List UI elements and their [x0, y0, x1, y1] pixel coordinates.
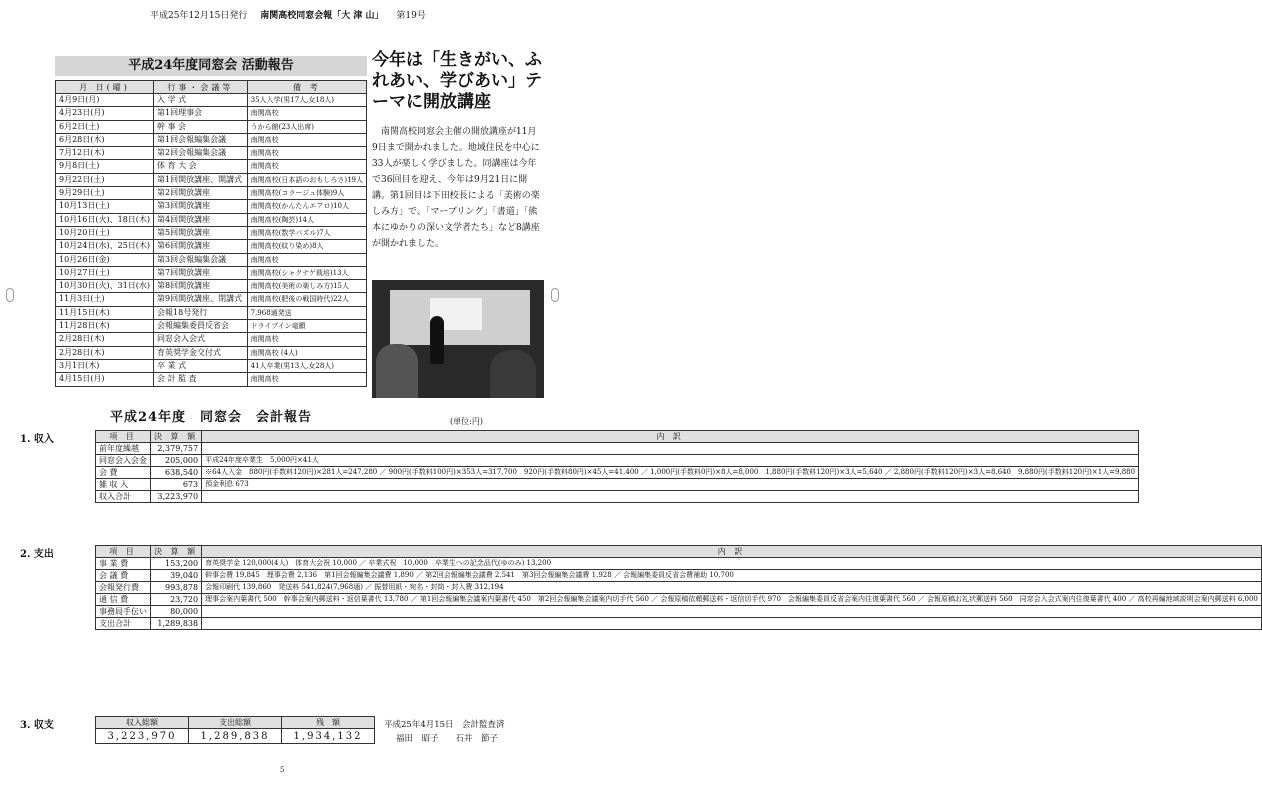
activity-row-cell: 第1回理事会	[154, 107, 248, 120]
unit-note: (単位:円)	[450, 417, 483, 426]
paper-title: 南関高校同窓会報「大 津 山」	[260, 11, 384, 21]
activity-row-cell: 第2回開放講座	[154, 187, 248, 200]
activity-row-cell: 11月3日(土)	[56, 293, 154, 306]
activity-row-cell: 第1回会報編集会議	[154, 133, 248, 146]
lecture-photo	[372, 280, 544, 398]
income-total: 3,223,970	[96, 729, 189, 744]
page-header	[150, 8, 436, 21]
income-row-cell: 638,540	[151, 467, 202, 479]
income-rows	[96, 443, 1139, 503]
activity-row-cell: 南関高校(数学パズル)7人	[247, 226, 366, 239]
binding-hole	[6, 288, 14, 302]
activity-row-cell: 南関高校	[247, 253, 366, 266]
activity-row-cell: 2月28日(木)	[56, 333, 154, 346]
income-row-cell: 収入合計	[96, 491, 151, 503]
binding-hole	[551, 288, 559, 302]
activity-row-cell: 4月15日(月)	[56, 373, 154, 386]
expense-row	[96, 582, 1262, 594]
activity-row-cell: 南関高校(美術の楽しみ方)15人	[247, 280, 366, 293]
activity-row-cell: 南関高校	[247, 160, 366, 173]
expense-row-cell: 育英奨学金 120,000(4人) 体育大会祝 10,000 ／ 卒業式祝 10,000 卒業生への記念品代(ゆのみ) 13,200	[202, 558, 1262, 570]
activity-row-cell: 6月2日(土)	[56, 120, 154, 133]
activity-row-cell: 南関高校(シャクナゲ栽培)13人	[247, 266, 366, 279]
activity-row-cell: 第1回開放講座、開講式	[154, 173, 248, 186]
activity-row-cell: 10月27日(土)	[56, 266, 154, 279]
column-header: 支出総額	[189, 717, 282, 729]
expense-row	[96, 618, 1262, 630]
activity-row	[56, 120, 367, 133]
activity-row-cell: 9月8日(土)	[56, 160, 154, 173]
expense-row-cell: 153,200	[151, 558, 202, 570]
column-header: 備 考	[247, 81, 366, 94]
expense-row-cell: 会 議 費	[96, 570, 151, 582]
activity-row	[56, 293, 367, 306]
income-row-cell: 雑 収 入	[96, 479, 151, 491]
expense-row-cell: 理事会案内葉書代 500 幹事会案内郵送料・返信葉書代 13,780 ／ 第1回会報編集会議案内葉書代 450 第2回会報編集会議案内切手代 560 ／ 会報原稿依頼郵送料・返信切手代 970 会報編集委員反省会案内往復葉書代 560 ／ 会報原稿お礼状郵送料 560 同窓会入会式案内往復葉書代 400 ／ 高校再編地域説明会案内郵送料 6,000	[202, 594, 1262, 606]
activity-row-cell: うから館(23人出席)	[247, 120, 366, 133]
expense-row-cell: 1,289,838	[151, 618, 202, 630]
income-row-cell: 673	[151, 479, 202, 491]
activity-row-cell: 南関高校	[247, 133, 366, 146]
expense-row-cell: 幹事会費 19,845 理事会費 2,136 第1回会報編集会議費 1,890 ／ 第2回会報編集会議費 2,541 第3回会報編集会議費 1,928 ／ 会報編集委員反省会費補助 10,700	[202, 570, 1262, 582]
income-row	[96, 455, 1139, 467]
activity-row	[56, 200, 367, 213]
income-row	[96, 491, 1139, 503]
page-number: 5	[280, 766, 285, 774]
income-row	[96, 443, 1139, 455]
activity-row-cell: 幹 事 会	[154, 120, 248, 133]
activity-row	[56, 266, 367, 279]
activity-row-cell: 第3回会報編集会議	[154, 253, 248, 266]
audit-date: 平成25年4月15日 会計監査済	[384, 720, 505, 730]
column-header: 項 目	[96, 546, 151, 558]
column-header: 収入総額	[96, 717, 189, 729]
audience-figure	[490, 350, 536, 398]
activity-row-cell: 南関高校(肥後の戦国時代)22人	[247, 293, 366, 306]
income-row-cell: 3,223,970	[151, 491, 202, 503]
expense-row-cell: 23,720	[151, 594, 202, 606]
column-header: 決 算 額	[151, 546, 202, 558]
audience-figure	[376, 344, 418, 398]
activity-row	[56, 187, 367, 200]
expense-row-cell: 通 信 費	[96, 594, 151, 606]
expense-row-cell: 80,000	[151, 606, 202, 618]
expense-table	[95, 545, 1262, 630]
income-row-cell: 205,000	[151, 455, 202, 467]
activity-row	[56, 173, 367, 186]
activity-row-cell: 4月9日(月)	[56, 94, 154, 107]
activity-row-cell: 第6回開放講座	[154, 240, 248, 253]
income-row-cell: 前年度繰越	[96, 443, 151, 455]
activity-row-cell: 入 学 式	[154, 94, 248, 107]
expense-total: 1,289,838	[189, 729, 282, 744]
activity-row	[56, 346, 367, 359]
expense-row-cell	[202, 606, 1262, 618]
expense-row-cell: 事務局手伝い	[96, 606, 151, 618]
activity-row	[56, 147, 367, 160]
income-row-cell: 同窓会入会金	[96, 455, 151, 467]
income-row	[96, 467, 1139, 479]
activity-row-cell: 南関高校 (4人)	[247, 346, 366, 359]
audit-signature	[384, 718, 505, 746]
activity-row-cell: 南関高校	[247, 147, 366, 160]
issue-number: 第19号	[396, 11, 426, 21]
auditor-names: 福田 昭子 石井 節子	[396, 734, 499, 744]
income-row-cell	[202, 491, 1139, 503]
activity-row	[56, 306, 367, 319]
activity-row	[56, 94, 367, 107]
activity-row-cell: 35人入学(男17人,女18人)	[247, 94, 366, 107]
activity-row-cell: 同窓会入会式	[154, 333, 248, 346]
activity-row	[56, 213, 367, 226]
expense-row-cell: 993,878	[151, 582, 202, 594]
activity-row-cell: 第3回開放講座	[154, 200, 248, 213]
accounts-report-title: 平成24年度 同窓会 会計報告	[109, 410, 313, 425]
column-header: 内 訳	[202, 546, 1262, 558]
article-headline: 今年は「生きがい、ふれあい、学びあい」テーマに開放講座	[372, 50, 542, 112]
expense-row-cell: 会報印刷代 139,860 発送料 541,824(7,968通) ／ 振替用紙・宛名・封筒・封入費 312,194	[202, 582, 1262, 594]
issue-date: 平成25年12月15日発行	[150, 11, 248, 21]
activity-row-cell: 10月26日(金)	[56, 253, 154, 266]
activity-row-cell: 南関高校(かんたんエアロ)10人	[247, 200, 366, 213]
activity-row-cell: 卒 業 式	[154, 359, 248, 372]
remaining-balance: 1,934,132	[282, 729, 375, 744]
activity-row-cell: 11月28日(木)	[56, 320, 154, 333]
column-header: 内 訳	[202, 431, 1139, 443]
activity-row-cell: 第8回開放講座	[154, 280, 248, 293]
activity-row-cell: 10月30日(火)、31日(水)	[56, 280, 154, 293]
activity-row	[56, 253, 367, 266]
income-row-cell: ※64人入金 880円(手数料120円)×281人=247,280 ／ 900円(手数料100円)×353人=317,700 920円(手数料80円)×45人=41,400 ／ 1,000円(手数料0円)×8人=8,000 1,880円(手数料120円)×3人=5,640 ／ 2,880円(手数料120円)×3人=8,640 9,880円(手数料120円)×1人=9,880	[202, 467, 1139, 479]
activity-row-cell: 41人卒業(男13人,女28人)	[247, 359, 366, 372]
expense-row-cell: 事 業 費	[96, 558, 151, 570]
activity-row	[56, 160, 367, 173]
activity-row-cell: 南関高校	[247, 107, 366, 120]
expense-rows	[96, 558, 1262, 630]
lecturer-figure	[430, 316, 444, 364]
activity-row-cell: 10月13日(土)	[56, 200, 154, 213]
expense-row-cell	[202, 618, 1262, 630]
activity-table	[55, 80, 367, 387]
activity-row-cell: 7月12日(木)	[56, 147, 154, 160]
activity-row-cell: 会 計 監 査	[154, 373, 248, 386]
activity-row-cell: 9月22日(土)	[56, 173, 154, 186]
activity-row-cell: 3月1日(木)	[56, 359, 154, 372]
activity-row-cell: 第5回開放講座	[154, 226, 248, 239]
activity-row-cell: 育英奨学金交付式	[154, 346, 248, 359]
balance-label: 3. 収支	[20, 720, 54, 731]
activity-row	[56, 107, 367, 120]
activity-row	[56, 333, 367, 346]
activity-row-cell: 南関高校	[247, 333, 366, 346]
activity-row-cell: 南関高校	[247, 373, 366, 386]
activity-row-cell: 10月20日(土)	[56, 226, 154, 239]
activity-row-cell: 体 育 大 会	[154, 160, 248, 173]
activity-row-cell: 6月28日(木)	[56, 133, 154, 146]
expense-row	[96, 558, 1262, 570]
expense-row	[96, 570, 1262, 582]
activity-report-title: 平成24年度同窓会 活動報告	[55, 56, 367, 76]
expense-label: 2. 支出	[20, 549, 54, 560]
activity-row-cell: 第7回開放講座	[154, 266, 248, 279]
expense-row-cell: 39,040	[151, 570, 202, 582]
activity-row-cell: 10月24日(水)、25日(木)	[56, 240, 154, 253]
activity-row-cell: 南関高校(コラージュ体験)9人	[247, 187, 366, 200]
income-row	[96, 479, 1139, 491]
activity-row-cell: 11月15日(木)	[56, 306, 154, 319]
activity-row-cell: 会報編集委員反省会	[154, 320, 248, 333]
income-label: 1. 収入	[20, 434, 54, 445]
activity-row	[56, 373, 367, 386]
activity-row	[56, 359, 367, 372]
article-body: 南関高校同窓会主催の開放講座が11月9日まで開かれました。地域住民を中心に33人が楽しく学びました。同講座は今年で36回目を迎え、今年は9月21日に開講。第1回目は下田校長による「美術の楽しみ方」で、「マーブリング」「書道」「熊本にゆかりの深い文学者たち」など8講座が開かれました。	[372, 127, 540, 249]
activity-row-cell: 10月16日(火)、18日(木)	[56, 213, 154, 226]
income-row-cell: 2,379,757	[151, 443, 202, 455]
column-header: 残 額	[282, 717, 375, 729]
activity-row-cell: 南関高校(陶芸)14人	[247, 213, 366, 226]
activity-row-cell: ドライブイン竜願	[247, 320, 366, 333]
activity-row-cell: 第4回開放講座	[154, 213, 248, 226]
activity-row	[56, 320, 367, 333]
column-header: 決 算 額	[151, 431, 202, 443]
activity-row-cell: 南関高校(日本語のおもしろさ)19人	[247, 173, 366, 186]
activity-row	[56, 226, 367, 239]
column-header: 項 目	[96, 431, 151, 443]
column-header: 月 日(曜)	[56, 81, 154, 94]
expense-row-cell: 支出合計	[96, 618, 151, 630]
income-row-cell: 会 費	[96, 467, 151, 479]
balance-table	[95, 716, 375, 744]
column-header: 行事・会議等	[154, 81, 248, 94]
income-row-cell: 平成24年度卒業生 5,000円×41人	[202, 455, 1139, 467]
activity-row-cell: 南関高校(紋り染め)8人	[247, 240, 366, 253]
activity-row	[56, 280, 367, 293]
activity-row-cell: 9月29日(土)	[56, 187, 154, 200]
expense-row	[96, 594, 1262, 606]
activity-rows	[56, 94, 367, 387]
activity-row	[56, 133, 367, 146]
income-table	[95, 430, 1139, 503]
activity-row	[56, 240, 367, 253]
activity-row-cell: 第9回開放講座、閉講式	[154, 293, 248, 306]
activity-row-cell: 2月28日(木)	[56, 346, 154, 359]
income-row-cell: 預金利息 673	[202, 479, 1139, 491]
expense-row	[96, 606, 1262, 618]
income-row-cell	[202, 443, 1139, 455]
expense-row-cell: 会報発行費	[96, 582, 151, 594]
activity-row-cell: 会報18号発行	[154, 306, 248, 319]
activity-row-cell: 4月23日(月)	[56, 107, 154, 120]
activity-row-cell: 7,968通発送	[247, 306, 366, 319]
activity-row-cell: 第2回会報編集会議	[154, 147, 248, 160]
